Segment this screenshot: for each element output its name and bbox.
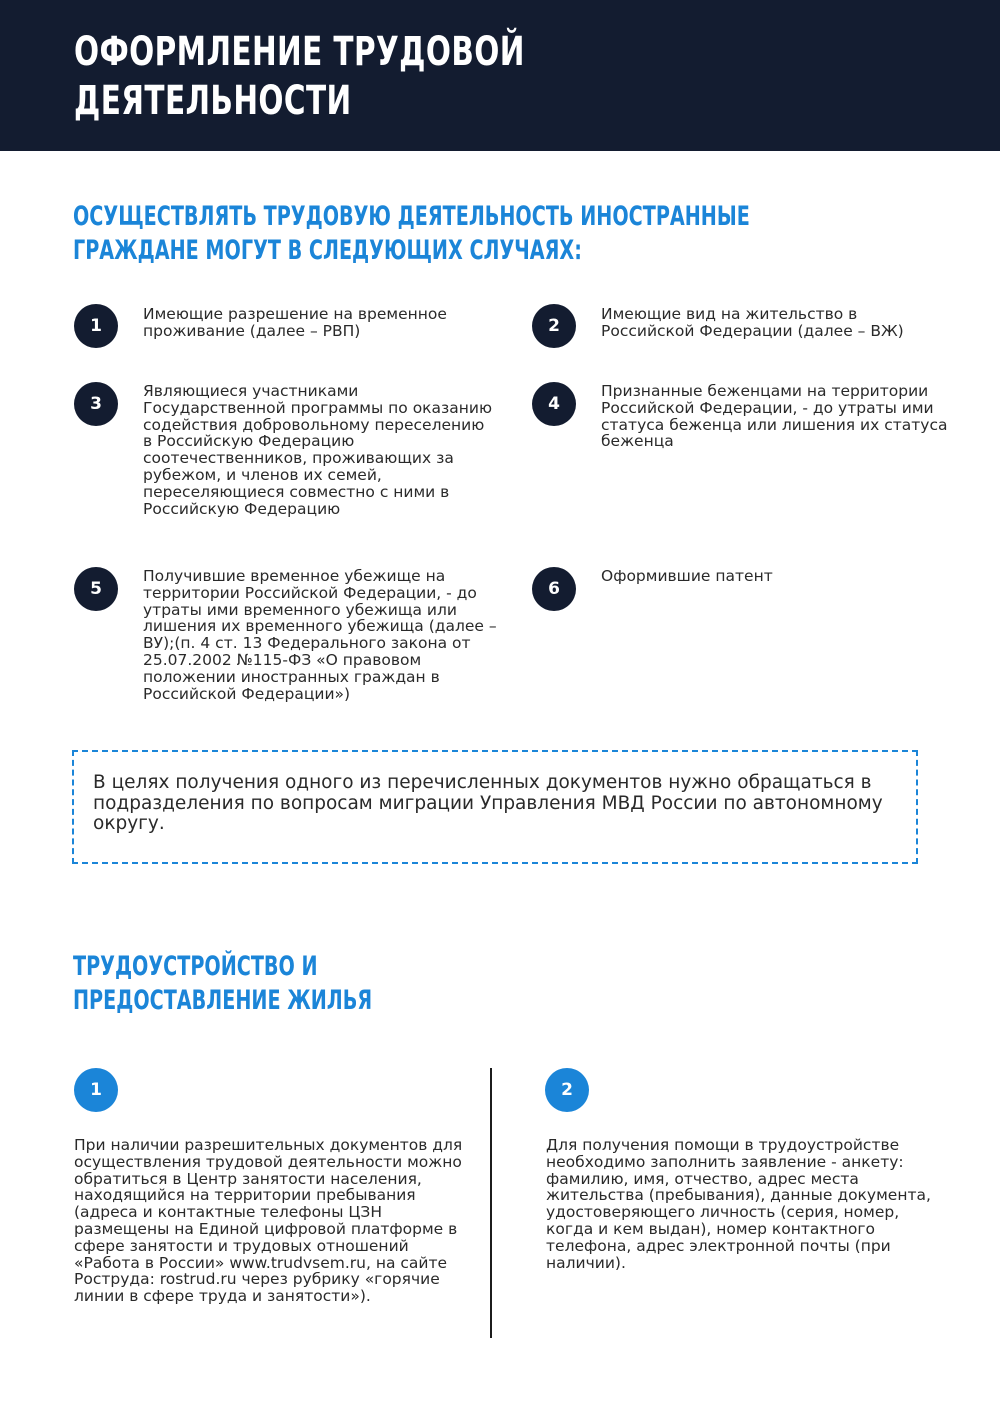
item-number-badge: 6 <box>532 567 576 611</box>
section-heading-line-2: ПРЕДОСТАВЛЕНИЕ ЖИЛЬЯ <box>73 985 373 1016</box>
item-number-badge: 5 <box>74 567 118 611</box>
section-heading-line-2: ГРАЖДАНЕ МОГУТ В СЛЕДУЮЩИХ СЛУЧАЯХ: <box>73 235 582 266</box>
item-text: Являющиеся участниками Государственной программы по оказанию содействия добровольному переселению в Российскую Федерацию соотечественников, проживающих за рубежом, и членов их семей, переселяющиеся совместно с ними в Российскую Федерацию <box>143 382 493 518</box>
step-text: Для получения помощи в трудоустройстве необходимо заполнить заявление - анкету: фамилию, имя, отчество, адрес места жительства (пребывания), данные документа, удостоверяющего личность (серия, номер, когда и кем выдан), номер контактного телефона, адрес электронной почты (при наличии). <box>546 1136 931 1272</box>
column-divider <box>490 1068 492 1338</box>
header-banner <box>0 0 1000 151</box>
notice-text: В целях получения одного из перечисленных документов нужно обращаться в подразделения по вопросам миграции Управления МВД России по автономному округу. <box>93 772 883 834</box>
item-number-badge: 2 <box>532 304 576 348</box>
step-number-badge: 1 <box>74 1068 118 1112</box>
item-text: Оформившие патент <box>601 567 773 585</box>
item-number-badge: 1 <box>74 304 118 348</box>
step-text: При наличии разрешительных документов для осуществления трудовой деятельности можно обратиться в Центр занятости населения, находящийся на территории пребывания (адреса и контактные телефоны ЦЗН размещены на Единой цифровой платформе в сфере занятости и трудовых отношений «Работа в России» www.trudvsem.ru, на сайте Роструда: rostrud.ru через рубрику «горячие линии в сфере труда и занятости»). <box>74 1136 463 1306</box>
item-text: Признанные беженцами на территории Российской Федерации, - до утраты ими статуса беженца или лишения их статуса беженца <box>601 382 948 451</box>
page-title-line-2: ДЕЯТЕЛЬНОСТИ <box>74 78 352 124</box>
item-text: Имеющие разрешение на временное проживание (далее – РВП) <box>143 305 447 340</box>
section-heading-line-1: ОСУЩЕСТВЛЯТЬ ТРУДОВУЮ ДЕЯТЕЛЬНОСТЬ ИНОСТРАННЫЕ <box>73 201 750 232</box>
item-number-badge: 4 <box>532 382 576 426</box>
step-number-badge: 2 <box>545 1068 589 1112</box>
item-text: Имеющие вид на жительство в Российской Федерации (далее – ВЖ) <box>601 305 904 340</box>
section-heading-employment-housing <box>73 950 372 1018</box>
item-text: Получившие временное убежище на территории Российской Федерации, - до утраты ими временного убежища или лишения их временного убежища (далее – ВУ);(п. 4 ст. 13 Федерального закона от 25.07.2002 №115-ФЗ «О правовом положении иностранных граждан в Российской Федерации») <box>143 567 497 703</box>
section-heading-work-cases <box>73 200 750 268</box>
item-number-badge: 3 <box>74 382 118 426</box>
notice-box <box>72 750 918 864</box>
page-title <box>74 28 648 126</box>
section-heading-line-1: ТРУДОУСТРОЙСТВО И <box>73 951 318 982</box>
page-title-line-1: ОФОРМЛЕНИЕ ТРУДОВОЙ <box>74 29 525 75</box>
